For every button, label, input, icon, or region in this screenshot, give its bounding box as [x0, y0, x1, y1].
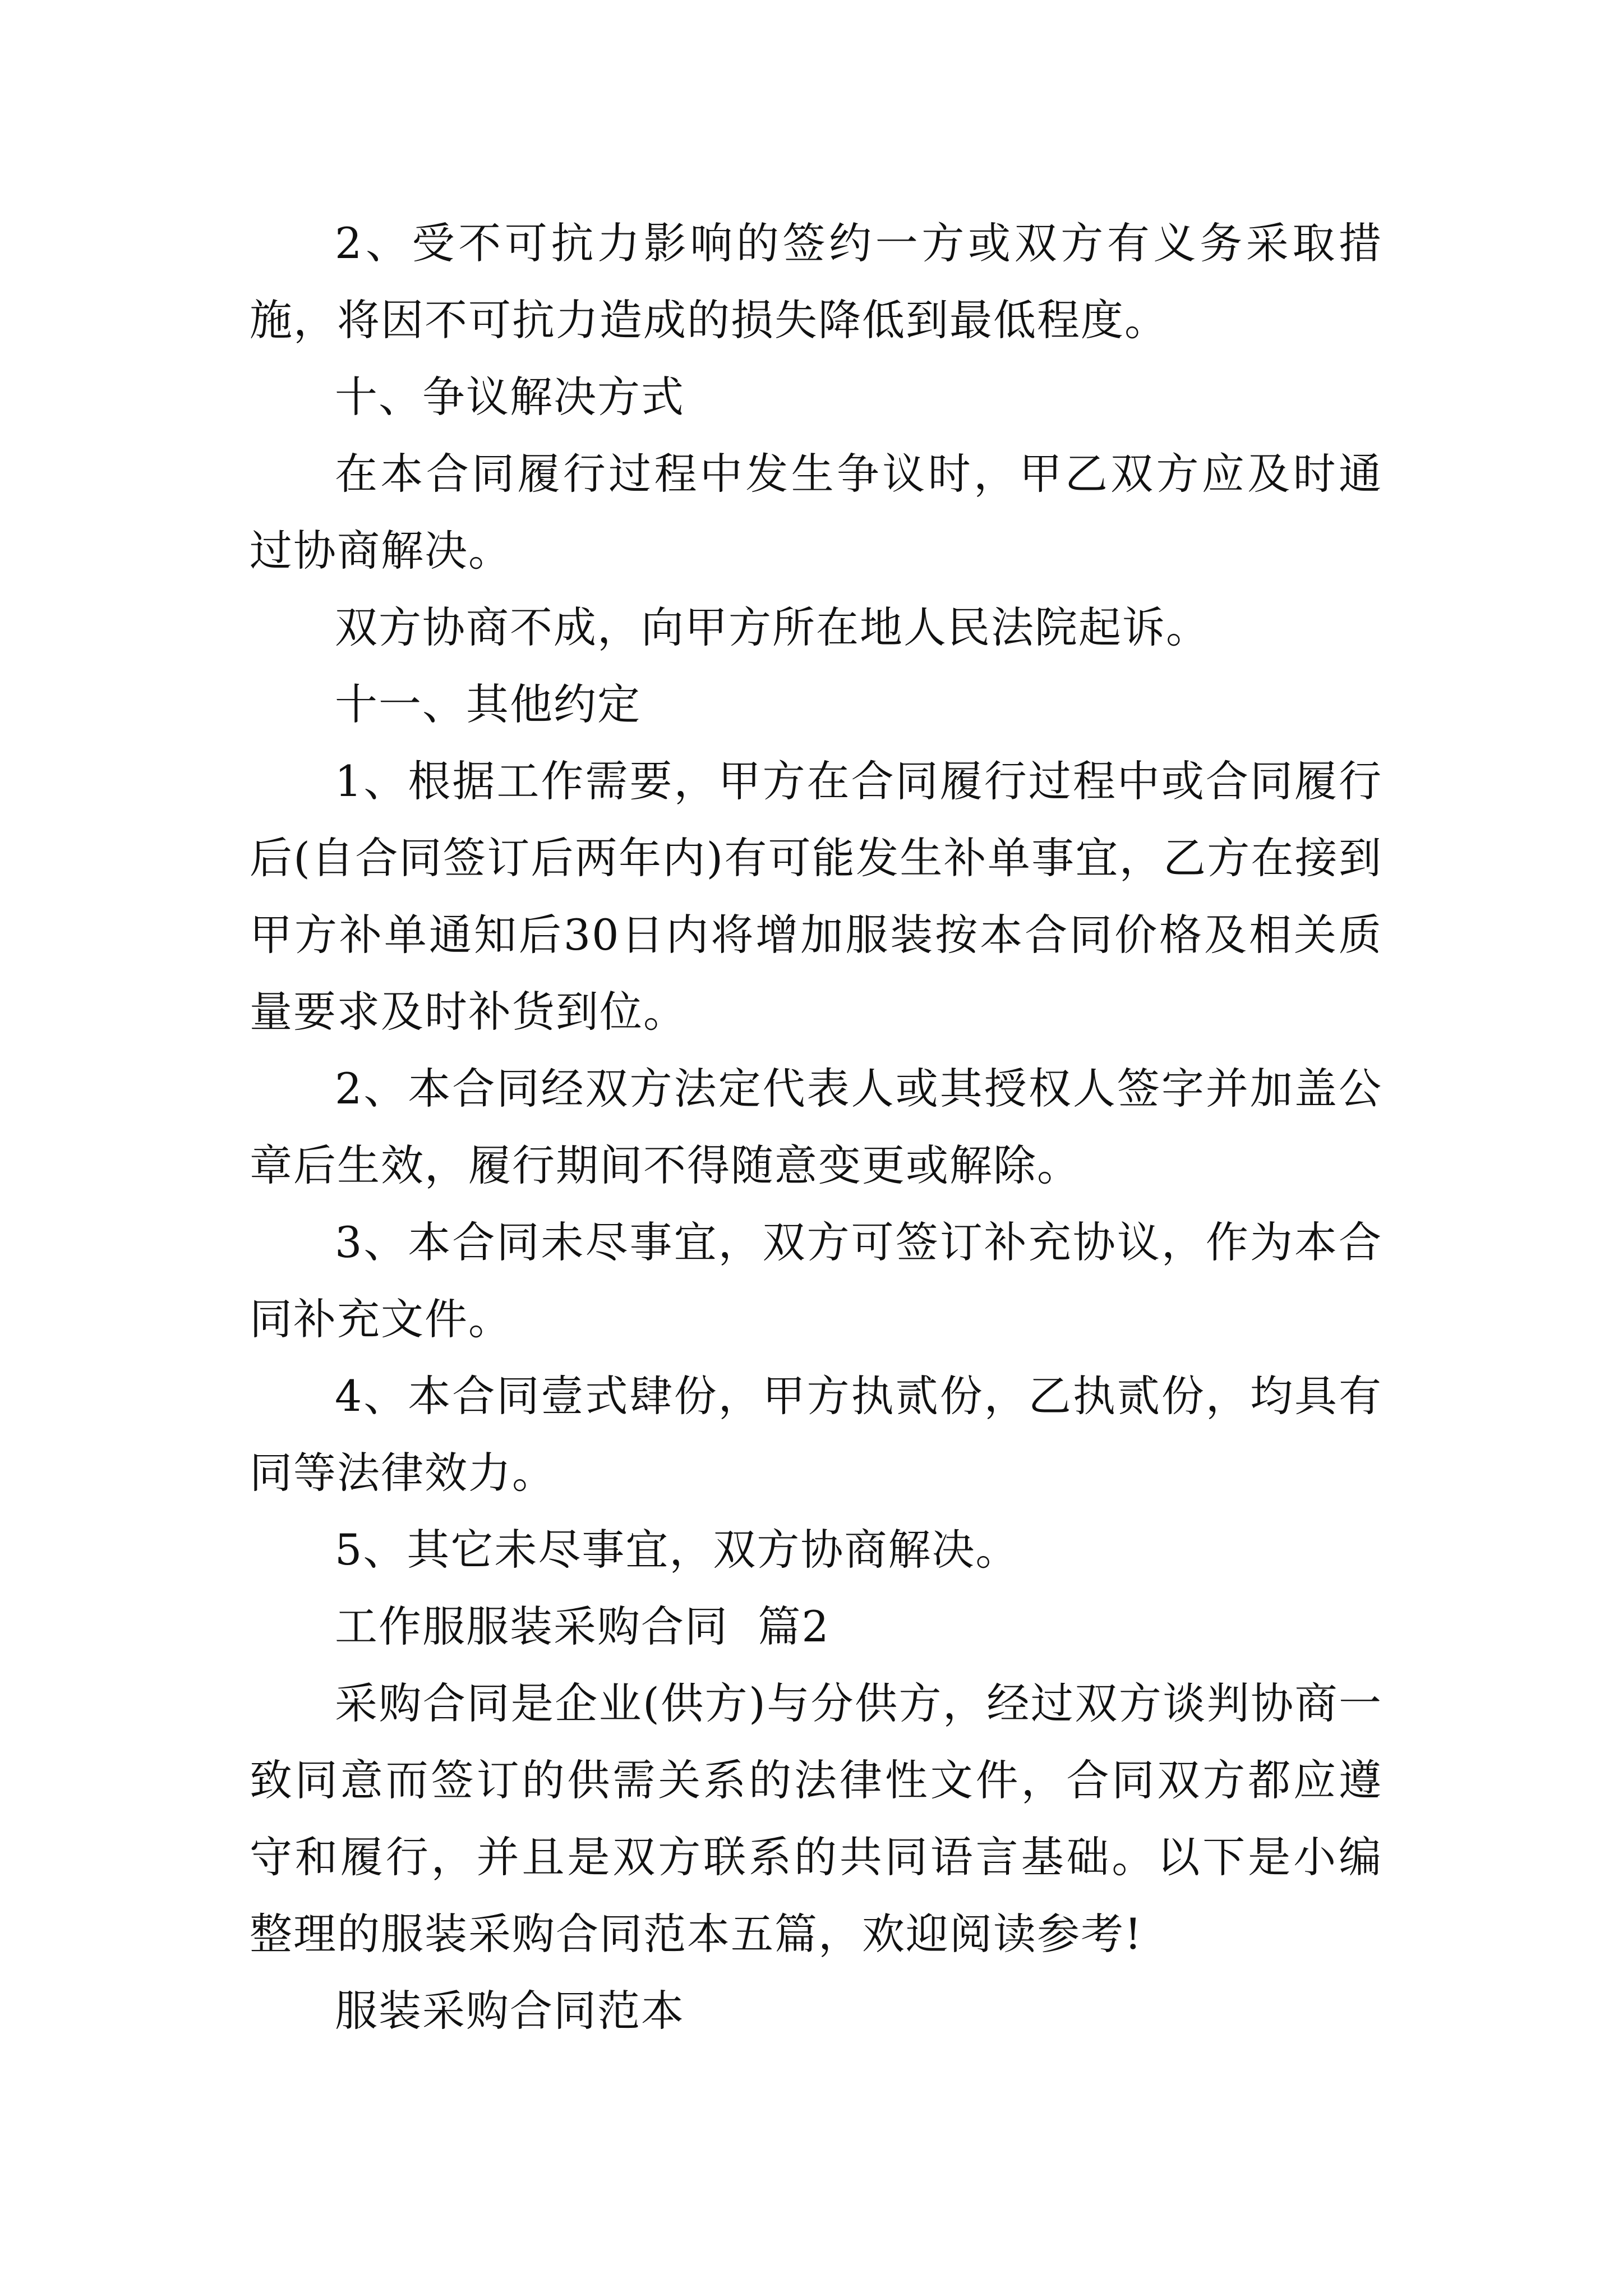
paragraph-other-4: 4、本合同壹式肆份，甲方执贰份，乙执贰份，均具有同等法律效力。	[250, 1371, 1382, 1498]
paragraph-dispute-court: 双方协商不成，向甲方所在地人民法院起诉。	[335, 602, 1210, 652]
paragraph-other-3: 3、本合同未尽事宜，双方可签订补充协议，作为本合同补充文件。	[250, 1217, 1382, 1344]
heading-other-agreements: 十一、其他约定	[335, 679, 641, 729]
paragraph-dispute-negotiation: 在本合同履行过程中发生争议时，甲乙双方应及时通过协商解决。	[250, 449, 1382, 576]
paragraph-other-2: 2、本合同经双方法定代表人或其授权人签字并加盖公章后生效，履行期间不得随意变更或解除。	[250, 1064, 1382, 1190]
paragraph-intro: 采购合同是企业(供方)与分供方，经过双方谈判协商一致同意而签订的供需关系的法律性文件，合同双方都应遵守和履行，并且是双方联系的共同语言基础。以下是小编整理的服装采购合同范本五篇，欢迎阅读参考!	[250, 1678, 1382, 1959]
section-title-article-2: 工作服服装采购合同 篇2	[335, 1602, 830, 1651]
document-body	[250, 205, 1382, 2049]
paragraph-other-1: 1、根据工作需要，甲方在合同履行过程中或合同履行后(自合同签订后两年内)有可能发生补单事宜，乙方在接到甲方补单通知后30日内将增加服装按本合同价格及相关质量要求及时补货到位。	[250, 756, 1382, 1037]
heading-contract-template: 服装采购合同范本	[335, 1986, 685, 2036]
paragraph-force-majeure-2: 2、受不可抗力影响的签约一方或双方有义务采取措施，将因不可抗力造成的损失降低到最低程度。	[250, 218, 1382, 345]
paragraph-other-5: 5、其它未尽事宜，双方协商解决。	[335, 1525, 1020, 1575]
heading-dispute-resolution: 十、争议解决方式	[335, 372, 685, 422]
